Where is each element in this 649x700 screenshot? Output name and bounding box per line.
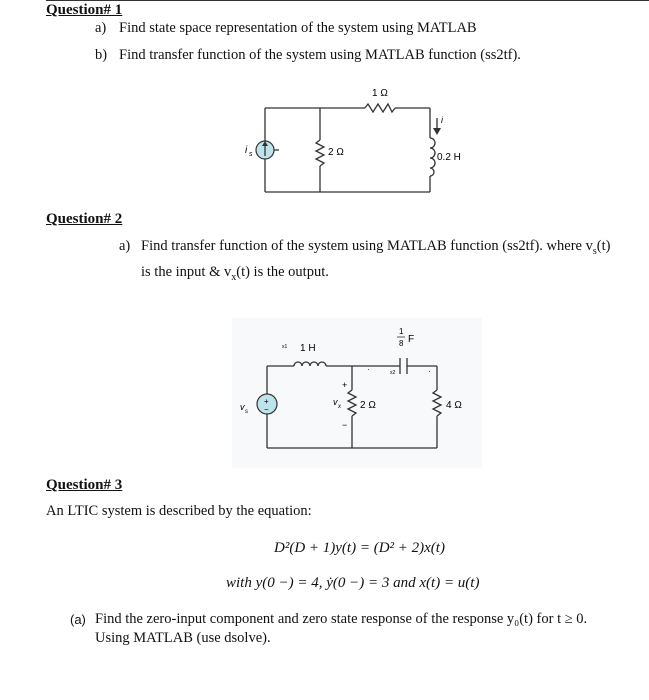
q2-source-plus: + (264, 397, 269, 406)
q2-dot-1: · (367, 365, 370, 374)
q2-a-line1: Find transfer function of the system using MATLAB function (ss2tf). where $v_s(t)$ (141, 238, 611, 257)
q2-vx-label: v (333, 397, 338, 407)
q1-r-shunt-label: 2 Ω (328, 147, 344, 158)
q2-x1-label: x1 (282, 344, 288, 350)
q2-vx-plus: + (342, 380, 348, 390)
q2-vs-label: v (240, 402, 245, 412)
q1-source-sub: s (249, 151, 253, 158)
q1-r-series-label: 1 Ω (372, 88, 388, 99)
question-1-heading: Question# 1 (46, 2, 123, 18)
q2-dot-2: · (428, 367, 431, 376)
q3-a-marker: (a) (70, 612, 86, 627)
q2-cap-den: 8 (399, 339, 404, 348)
q2-r-right-label: 4 Ω (446, 400, 462, 411)
top-rule (46, 0, 649, 1)
q2-a-marker: a) (119, 238, 131, 254)
circuit-1-diagram (225, 80, 495, 200)
circuit-2-diagram (232, 318, 482, 468)
q1-source-label: i (245, 145, 248, 156)
q3-equation-2: with y(0 −) = 4, ẏ(0 −) = 3 and x(t) = u(t) (226, 575, 480, 591)
q2-vx-sub: x (338, 404, 341, 410)
q2-a-line2: is the input & $v_x(t)$ is the output. (141, 264, 329, 283)
q1-b-text: Find transfer function of the system using MATLAB function (ss2tf). (119, 47, 521, 63)
question-2-heading: Question# 2 (46, 211, 123, 227)
q3-a-line1: Find the zero-input component and zero state response of the response y₀(t) for t ≥ 0. (95, 611, 588, 627)
q1-b-marker: b) (95, 47, 108, 63)
q3-intro: An LTIC system is described by the equation: (46, 503, 312, 519)
q2-cap-unit: F (408, 334, 415, 345)
q2-inductor-label: 1 H (300, 343, 316, 354)
q1-a-text: Find state space representation of the system using MATLAB (119, 20, 477, 36)
question-3-heading: Question# 3 (46, 477, 123, 493)
q2-vx-minus: − (342, 420, 348, 430)
q3-a-line2: Using MATLAB (use dsolve). (95, 630, 271, 646)
q1-inductor-label: 0.2 H (437, 152, 461, 163)
q3-equation-1: D²(D + 1)y(t) = (D² + 2)x(t) (274, 540, 445, 556)
q1-current-label: i (441, 115, 443, 125)
q1-a-marker: a) (95, 20, 107, 36)
q2-source-minus: − (264, 405, 269, 414)
q2-r-mid-label: 2 Ω (360, 400, 376, 411)
q2-vs-sub: s (245, 409, 248, 415)
q2-x2-label: x2 (390, 370, 396, 376)
q2-cap-num: 1 (399, 327, 404, 336)
